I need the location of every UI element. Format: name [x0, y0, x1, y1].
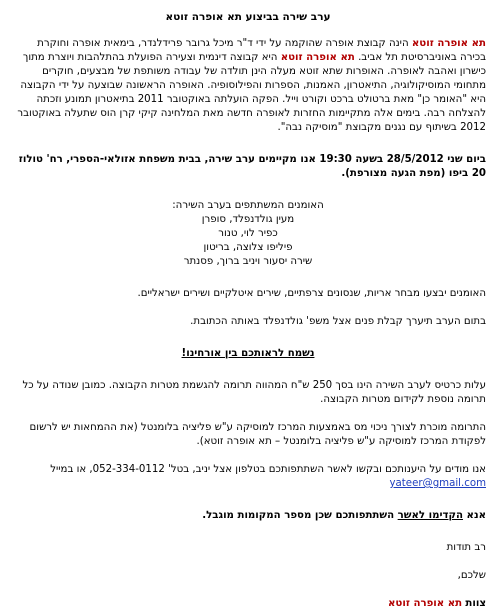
email-link[interactable]: yateer@gmail.com	[389, 478, 486, 489]
performer-item: פיליפו צלוצה, בריטון	[203, 242, 293, 253]
team-label: צוות	[465, 598, 486, 609]
team-name: תא אופרה זוטא	[388, 598, 463, 609]
performers-block	[10, 199, 486, 269]
performer-item: כפיר לוי, טנור	[218, 228, 278, 239]
contact-instructions: אנו מודים על היענותכם ובקשו לאשר השתתפותכם בטלפון אצל יניב, בטל' 052-334-0112, או במייל	[50, 464, 486, 475]
closing-regards: שלכם,	[457, 570, 486, 581]
performer-item: שירה יסעור ויניב ברוך, פסנתר	[183, 256, 313, 267]
intro-text-2: היא קבוצה דינמית וצעירה הפועלת בהתלהבות ויוצרת מתוך כישרון ואהבה לאופרה. האופרות שתא זוטא מעלה הינן תולדה של עבודה משותפת של מבצעים, חוקרים מתחומי המוסיקולוגיה, התיאטרון, האמנות, הספרות והפילוסופיה. האופרה הראשונה שבוצעה על ידי הקבוצה היא "האומר כן" מאת ברטולט ברכט וקורט וייל. הפקה הועלתה באוקטובר 2011 בתיאטרון תמונע וזכתה להצלחה רבה. בימים אלה מתקיימות החזרות לאופרה חדשה מאת המלחינה קיקי קרן הוס שתעלה באוקטובר 2012 בשיתוף עם נגנים מקבוצת "מוסיקה נבה".	[17, 52, 486, 133]
performers-heading: האומנים המשתתפים בערב השירה:	[172, 200, 324, 211]
intro-text-1: הינה קבוצת אופרה שהוקמה על ידי ד"ר מיכל גרובר פרידלנדר, בימאית אופרה וחוקרת בכירה באוניברסיטת תל אביב.	[37, 38, 486, 63]
rsvp-prefix: אנא	[463, 510, 486, 521]
donation-text: התרומה מוכרת לצורך ניכוי מס באמצעות המרכז למוסיקה ע"ש פליציה בלומנטל (את ההמחאות יש לרשום לפקודת המרכז למוסיקה ע"ש פליציה בלומנטל – תא אופרה זוטא).	[29, 422, 486, 447]
performer-item: מעין גולדנפלד, סופרן	[201, 214, 295, 225]
welcome-text: נשמח לראותכם בין אורחינו!	[181, 348, 315, 359]
event-details: ביום שני 28/5/2012 בשעה 19:30 אנו מקיימים ערב שירה, בבית משפחת אזולאי-הספרי, רח' טולוז 20 ביפו (מפת הגעה מצורפת).	[18, 154, 486, 179]
ticket-text: עלות כרטיס לערב השירה הינו בסך 250 ש"ח המהווה תרומה להגשמת מטרות הקבוצה. כמובן שנודה על כל תרומה נוספת לקידום מטרות הקבוצה.	[22, 380, 486, 405]
document-title: ערב שירה בביצוע תא אופרה זוטא	[165, 11, 331, 23]
rsvp-suffix: השתתפותכם שכן מספר המקומות מוגבל.	[202, 510, 398, 521]
rsvp-text	[10, 509, 486, 523]
group-name: תא אופרה זוטא	[280, 52, 355, 63]
program-text: האומנים יבצעו מבחר אריות, שנסונים צרפתיים, שירים איטלקיים ושירים ישראליים.	[137, 288, 486, 299]
reception-text: בתום הערב תיערך קבלת פנים אצל משפ' גולדנפלד באותה הכתובת.	[190, 316, 486, 327]
intro-paragraph	[10, 37, 486, 135]
contact-text	[10, 463, 486, 491]
closing-thanks: רב תודות	[446, 542, 486, 553]
rsvp-underlined: הקדימו לאשר	[397, 510, 463, 521]
group-name: תא אופרה זוטא	[411, 38, 486, 49]
closing-signature	[10, 597, 486, 611]
